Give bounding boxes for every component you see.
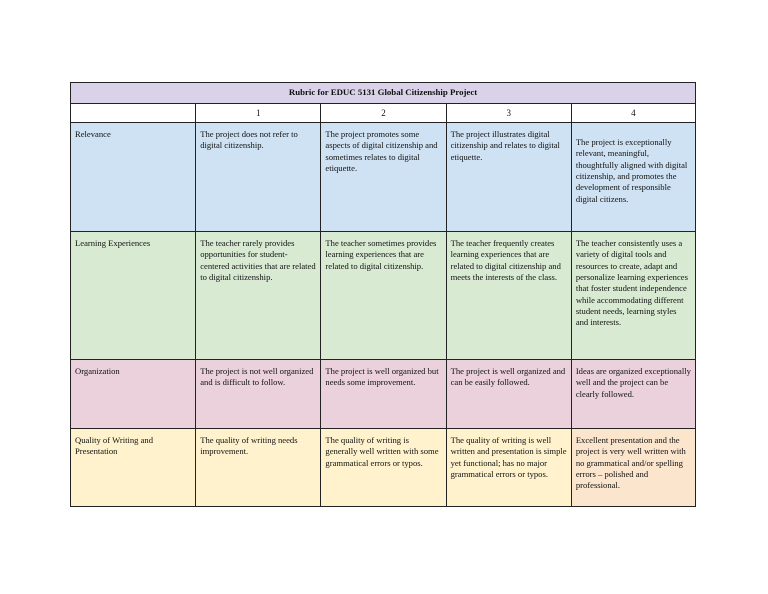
organization-level-4: Ideas are organized exceptionally well and the project can be clearly followed. <box>571 360 695 429</box>
level-header-4: 4 <box>571 104 695 123</box>
rubric-row-organization <box>71 360 696 429</box>
rubric-table <box>70 82 696 507</box>
relevance-level-3: The project illustrates digital citizenship and relates to digital etiquette. <box>446 123 571 232</box>
criterion-label-learning-experiences: Learning Experiences <box>71 232 196 360</box>
learning-experiences-level-1: The teacher rarely provides opportunities for student-centered activities that are related to digital citizenship. <box>196 232 321 360</box>
rubric-title: Rubric for EDUC 5131 Global Citizenship Project <box>71 83 696 104</box>
rubric-row-relevance <box>71 123 696 232</box>
learning-experiences-level-3: The teacher frequently creates learning experiences that are related to digital citizenship and meets the interests of the class. <box>446 232 571 360</box>
criterion-label-relevance: Relevance <box>71 123 196 232</box>
quality-of-writing-level-1: The quality of writing needs improvement. <box>196 429 321 507</box>
learning-experiences-level-4: The teacher consistently uses a variety of digital tools and resources to create, adapt and personalize learning experiences that foster student independence while accommodating different student needs, learning styles and interests. <box>571 232 695 360</box>
level-header-row <box>71 104 696 123</box>
quality-of-writing-level-4: Excellent presentation and the project is very well written with no grammatical and/or spelling errors – polished and professional. <box>571 429 695 507</box>
relevance-level-4: The project is exceptionally relevant, meaningful, thoughtfully aligned with digital citizenship, and promotes the development of responsible digital citizens. <box>571 123 695 232</box>
criterion-label-quality-of-writing: Quality of Writing and Presentation <box>71 429 196 507</box>
criterion-label-organization: Organization <box>71 360 196 429</box>
title-row <box>71 83 696 104</box>
level-header-3: 3 <box>446 104 571 123</box>
organization-level-2: The project is well organized but needs some improvement. <box>321 360 446 429</box>
rubric-row-learning-experiences <box>71 232 696 360</box>
relevance-level-2: The project promotes some aspects of digital citizenship and sometimes relates to digital etiquette. <box>321 123 446 232</box>
quality-of-writing-level-3: The quality of writing is well written and presentation is simple yet functional; has no major grammatical errors or typos. <box>446 429 571 507</box>
level-header-2: 2 <box>321 104 446 123</box>
level-header-blank <box>71 104 196 123</box>
learning-experiences-level-2: The teacher sometimes provides learning experiences that are related to digital citizenship. <box>321 232 446 360</box>
organization-level-1: The project is not well organized and is difficult to follow. <box>196 360 321 429</box>
quality-of-writing-level-2: The quality of writing is generally well written with some grammatical errors or typos. <box>321 429 446 507</box>
relevance-level-1: The project does not refer to digital citizenship. <box>196 123 321 232</box>
organization-level-3: The project is well organized and can be easily followed. <box>446 360 571 429</box>
rubric-row-quality-of-writing <box>71 429 696 507</box>
level-header-1: 1 <box>196 104 321 123</box>
